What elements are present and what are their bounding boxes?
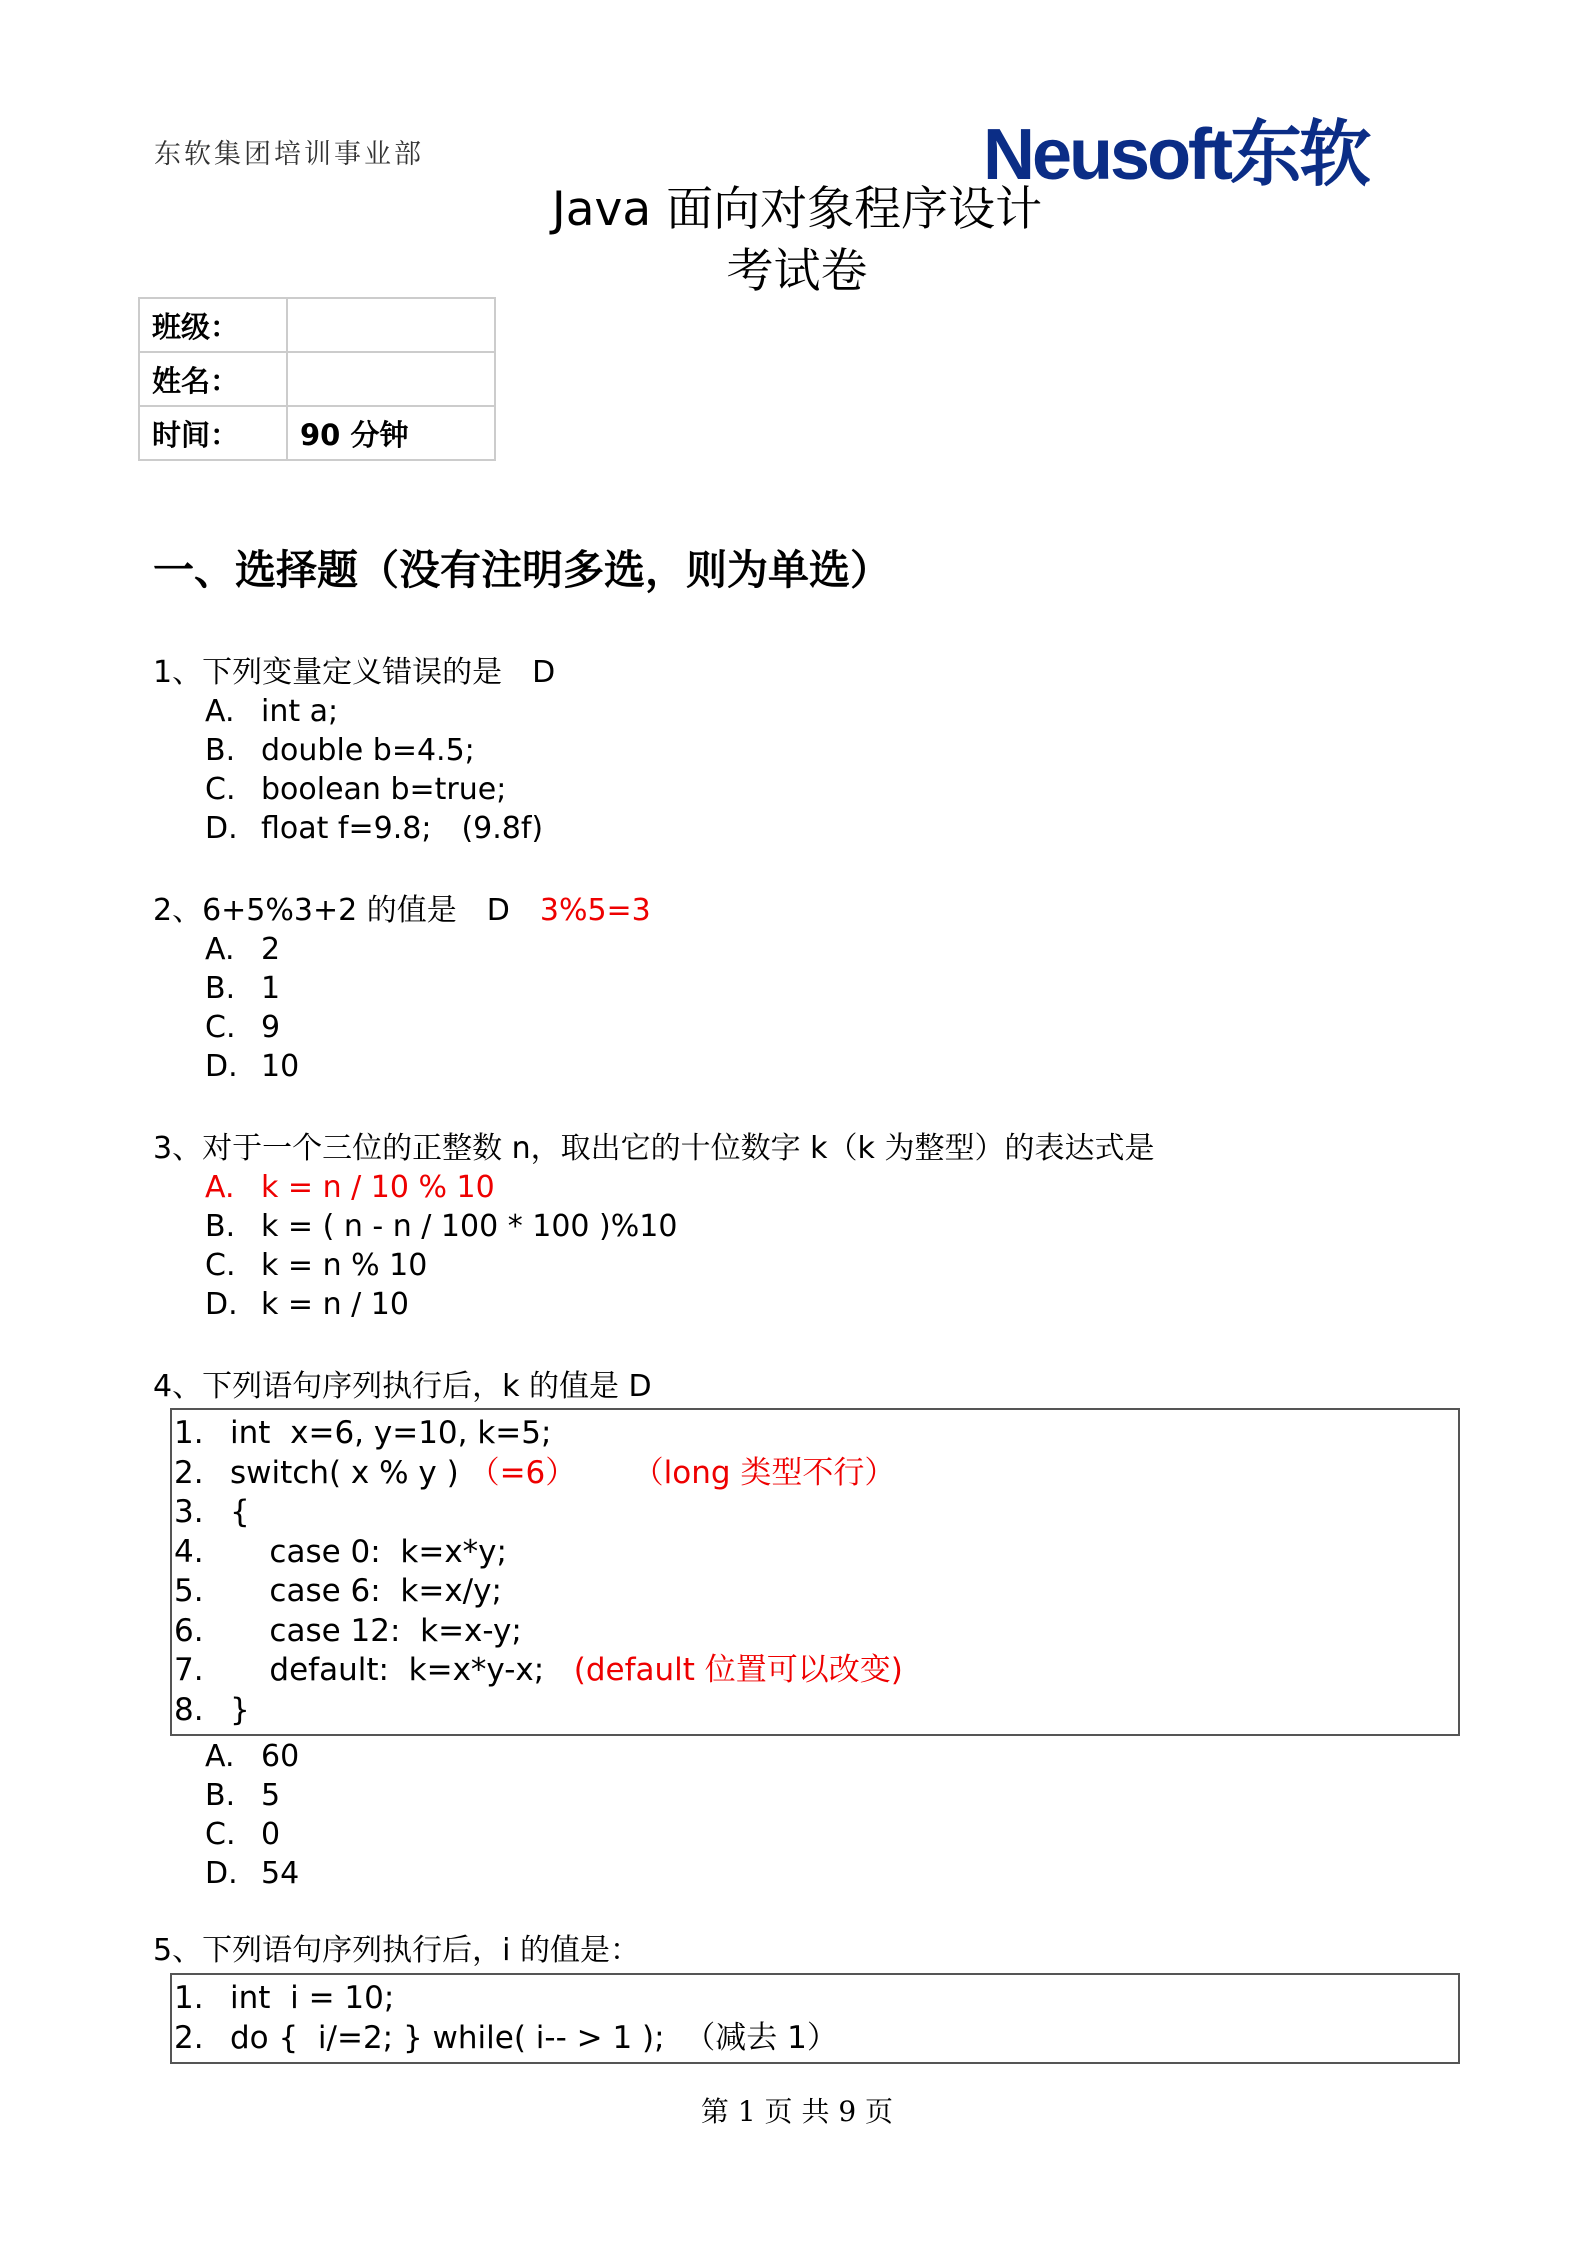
answer-option: [153, 692, 555, 731]
code-text: switch( x % y ): [230, 1454, 469, 1491]
department-label: 东软集团培训事业部: [154, 139, 424, 170]
code-block-q4: [170, 1408, 1460, 1736]
line-number: 2.: [174, 1454, 204, 1491]
info-row: [139, 298, 495, 352]
question-4-options: [153, 1737, 299, 1893]
exam-subtitle: 考试卷: [726, 244, 868, 299]
option-letter: A.: [205, 694, 235, 729]
answer-option: [153, 1776, 299, 1815]
option-text: 0: [261, 1817, 281, 1852]
info-label: 班级：: [139, 298, 287, 352]
question-3: [153, 1129, 1154, 1324]
line-number: 1.: [174, 1980, 204, 2016]
code-text: int x=6, y=10, k=5;: [230, 1415, 552, 1451]
question-stem: 2、6+5%3+2 的值是 D 3%5=3: [153, 893, 651, 928]
code-text: do { i/=2; } while( i-- > 1 ); （减去 1）: [230, 2019, 838, 2056]
answer-option: [153, 1285, 1154, 1324]
option-text: 1: [261, 971, 281, 1006]
page-footer: 第 1 页 共 9 页: [700, 2095, 894, 2128]
line-number: 8.: [174, 1691, 204, 1728]
option-text: float f=9.8; (9.8f): [261, 811, 544, 846]
question-5-stem: 5、下列语句序列执行后，i 的值是：: [153, 1933, 640, 1968]
option-letter: B.: [205, 1778, 236, 1813]
option-letter: C.: [205, 1010, 236, 1045]
question-4-stem: 4、下列语句序列执行后，k 的值是 D: [153, 1369, 652, 1404]
section-heading: 一、选择题（没有注明多选，则为单选）: [153, 546, 891, 594]
code-line: [174, 1691, 1458, 1731]
code-text: case 6: k=x/y;: [230, 1573, 502, 1609]
code-text: case 0: k=x*y;: [230, 1533, 507, 1570]
code-line: [174, 1533, 1458, 1573]
code-line: [174, 1572, 1458, 1612]
option-text: 5: [261, 1778, 281, 1813]
option-letter: D.: [205, 1856, 238, 1891]
answer-option: [153, 1246, 1154, 1285]
option-letter: D.: [205, 1049, 238, 1084]
option-text: k = n / 10: [261, 1287, 409, 1322]
code-text: int i = 10;: [230, 1980, 395, 2016]
info-label: 姓名：: [139, 352, 287, 406]
option-text: k = n / 10 % 10: [261, 1170, 495, 1205]
answer-option: [153, 1737, 299, 1776]
exam-title: Java 面向对象程序设计: [551, 182, 1043, 237]
line-number: 3.: [174, 1494, 204, 1530]
line-number: 4.: [174, 1533, 204, 1570]
option-letter: B.: [205, 971, 236, 1006]
question-stem: 3、对于一个三位的正整数 n，取出它的十位数字 k（k 为整型）的表达式是: [153, 1131, 1155, 1166]
answer-option: [153, 731, 555, 770]
question-2: [153, 891, 651, 1086]
option-letter: C.: [205, 1248, 236, 1283]
code-text: }: [230, 1691, 250, 1728]
line-number: 5.: [174, 1573, 204, 1609]
option-text: 9: [261, 1010, 281, 1045]
answer-option: [153, 1854, 299, 1893]
question-stem: 1、下列变量定义错误的是 D: [153, 655, 556, 690]
option-letter: B.: [205, 733, 236, 768]
line-number: 6.: [174, 1612, 204, 1649]
info-value: [287, 352, 495, 406]
code-block-q5: [170, 1973, 1460, 2064]
code-line: [174, 1651, 1458, 1691]
info-value: [287, 298, 495, 352]
answer-option: [153, 1047, 651, 1086]
answer-option: [153, 1008, 651, 1047]
line-number: 7.: [174, 1652, 204, 1688]
option-text: 2: [261, 932, 281, 967]
code-line: [174, 1979, 1458, 2019]
code-line: [174, 1454, 1458, 1494]
line-number: 1.: [174, 1415, 204, 1451]
code-text: case 12: k=x-y;: [230, 1612, 522, 1649]
answer-option: [153, 809, 555, 848]
info-row: [139, 352, 495, 406]
option-text: double b=4.5;: [261, 733, 475, 768]
option-letter: D.: [205, 811, 238, 846]
info-value: 90 分钟: [287, 406, 495, 460]
answer-option: [153, 1168, 1154, 1207]
neusoft-logo: Neusoft东软: [983, 115, 1368, 195]
answer-note: 3%5=3: [539, 893, 651, 928]
info-label: 时间：: [139, 406, 287, 460]
option-text: 10: [261, 1049, 300, 1084]
code-text: {: [230, 1494, 250, 1530]
line-number: 2.: [174, 2019, 204, 2056]
answer-option: [153, 1815, 299, 1854]
option-letter: A.: [205, 932, 235, 967]
option-text: boolean b=true;: [261, 772, 507, 807]
code-line: [174, 1414, 1458, 1454]
student-info-table: [138, 297, 496, 461]
option-text: k = ( n - n / 100 * 100 )%10: [261, 1209, 678, 1244]
option-letter: A.: [205, 1170, 235, 1205]
option-letter: D.: [205, 1287, 238, 1322]
option-text: 54: [261, 1856, 300, 1891]
option-letter: B.: [205, 1209, 236, 1244]
option-letter: C.: [205, 1817, 236, 1852]
code-line: [174, 1493, 1458, 1533]
answer-option: [153, 1207, 1154, 1246]
code-note: (default 位置可以改变): [554, 1652, 903, 1688]
info-row: [139, 406, 495, 460]
option-text: int a;: [261, 694, 339, 729]
option-letter: A.: [205, 1739, 235, 1774]
option-text: k = n % 10: [261, 1248, 428, 1283]
code-note: （=6） （long 类型不行）: [468, 1454, 896, 1491]
question-1: [153, 653, 555, 848]
code-line: [174, 2019, 1458, 2059]
option-text: 60: [261, 1739, 300, 1774]
option-letter: C.: [205, 772, 236, 807]
code-line: [174, 1612, 1458, 1652]
code-text: default: k=x*y-x;: [230, 1652, 555, 1688]
answer-option: [153, 969, 651, 1008]
answer-option: [153, 770, 555, 809]
answer-option: [153, 930, 651, 969]
